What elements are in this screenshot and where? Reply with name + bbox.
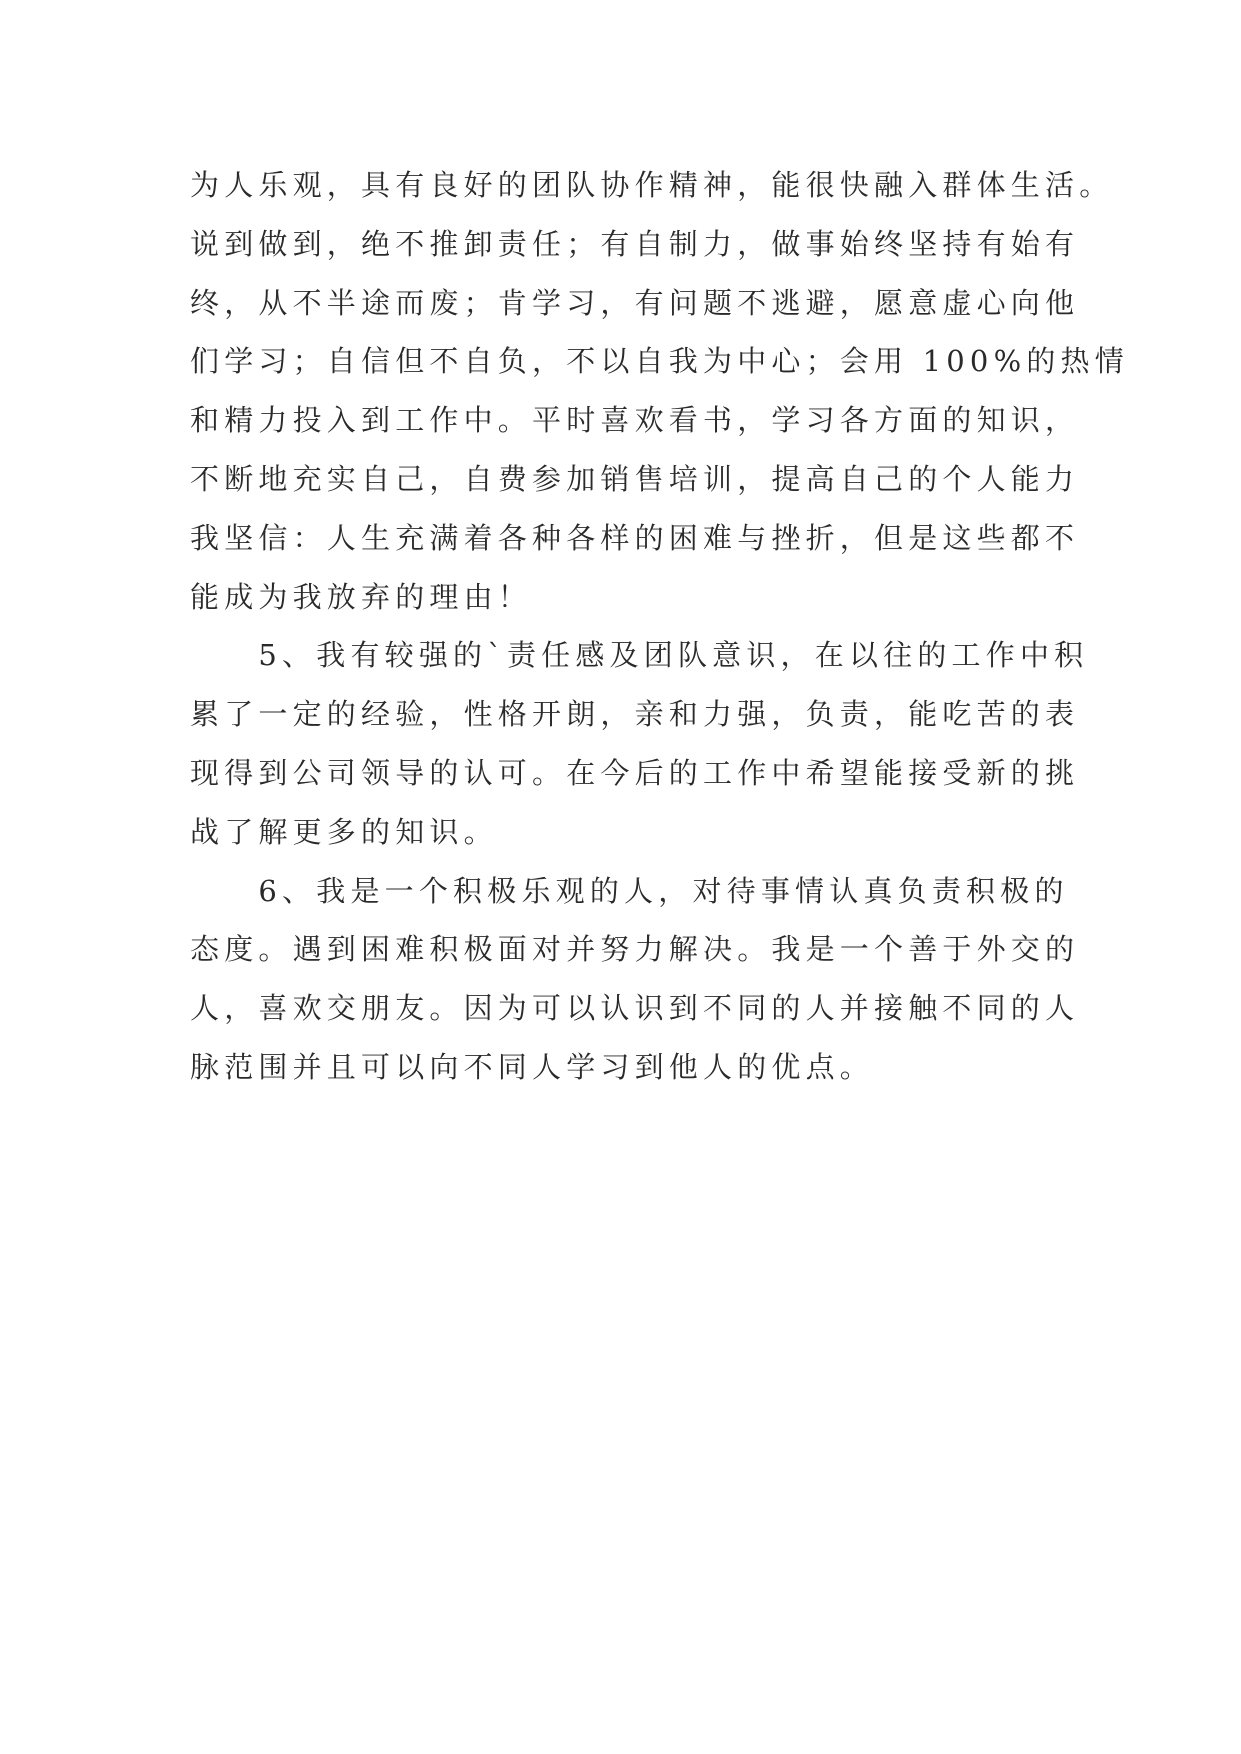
text-line: 现得到公司领导的认可。在今后的工作中希望能接受新的挑 [190,755,1080,790]
text-line: 脉范围并且可以向不同人学习到他人的优点。 [190,1049,875,1084]
text-line: 6、我是一个积极乐观的人，对待事情认真负责积极的 [190,873,1069,908]
text-line: 人，喜欢交朋友。因为可以认识到不同的人并接触不同的人 [190,991,1080,1026]
text-line: 5、我有较强的`责任感及团队意识，在以往的工作中积 [190,638,1089,673]
text-line: 为人乐观，具有良好的团队协作精神，能很快融入群体生活。 [190,168,1114,202]
text-line: 我坚信：人生充满着各种各样的困难与挫折，但是这些都不 [190,520,1080,555]
text-line: 和精力投入到工作中。平时喜欢看书，学习各方面的知识， [190,403,1080,438]
text-line: 累了一定的经验，性格开朗，亲和力强，负责，能吃苦的表 [190,697,1080,732]
text-line: 不断地充实自己，自费参加销售培训，提高自己的个人能力 [190,461,1080,496]
text-line: 说到做到，绝不推卸责任；有自制力，做事始终坚持有始有 [190,226,1080,261]
text-line: 能成为我放弃的理由！ [190,579,533,614]
text-line: 终，从不半途而废；肯学习，有问题不逃避，愿意虚心向他 [190,285,1080,320]
text-line: 战了解更多的知识。 [190,814,498,849]
text-line: 们学习；自信但不自负，不以自我为中心；会用 100%的热情 [190,344,1129,379]
text-line: 态度。遇到困难积极面对并努力解决。我是一个善于外交的 [190,932,1080,967]
document-body [190,156,1129,1097]
